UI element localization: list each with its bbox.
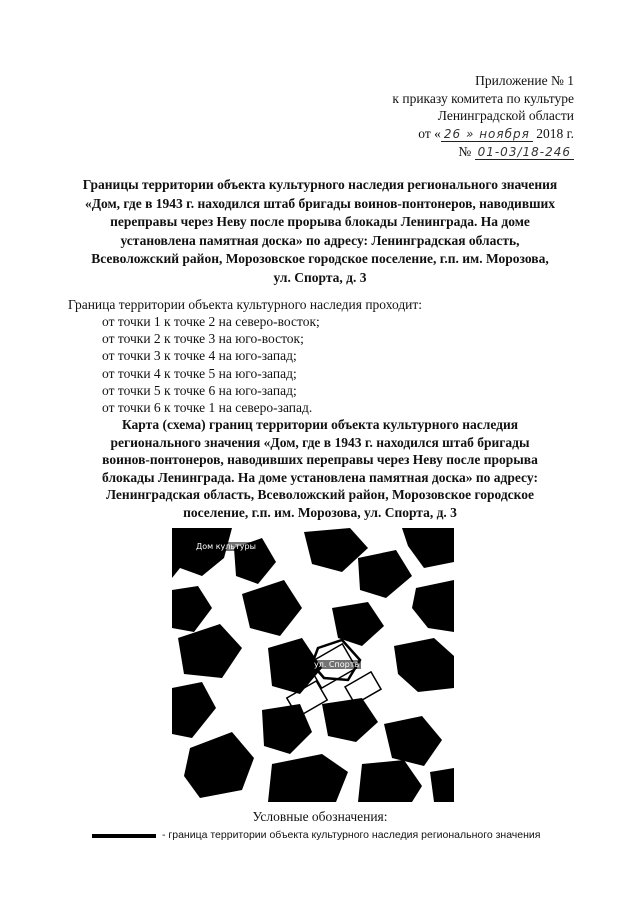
handwritten-date: 26 » ноября <box>441 127 533 142</box>
list-item: от точки 6 к точке 1 на северо-запад. <box>102 400 313 416</box>
legend-item-label: - граница территории объекта культурного наследия регионального значения <box>162 829 541 841</box>
handwritten-number: 01-03/18-246 <box>475 145 574 160</box>
boundary-line-symbol <box>92 834 156 838</box>
appendix-order: к приказу комитета по культуре <box>392 90 574 106</box>
list-item: от точки 2 к точке 3 на юго-восток; <box>102 331 304 347</box>
appendix-date: от « 26 » ноября 2018 г. <box>418 125 574 141</box>
map-image <box>172 528 454 802</box>
legend-title: Условные обозначения: <box>252 809 388 824</box>
map-label: ул. Спорта <box>314 660 360 669</box>
list-item: от точки 5 к точке 6 на юго-запад; <box>102 382 297 398</box>
boundary-points-list <box>102 313 320 416</box>
map-label: Дом культуры <box>196 542 256 551</box>
appendix-number: Приложение № 1 <box>475 73 574 88</box>
appendix-order-number: № 01-03/18-246 <box>392 143 574 162</box>
map-title: Карта (схема) границ территории объекта культурного наследия регионального значения «Дом, где в 1943 г. находился штаб бригады воинов-понтонеров, наводивших переправы через Неву после прорыва блокады Ленинграда. На доме установлена памятная доска» по адресу: Ленинградская область, Всеволожский район, Морозовское городское поселение, г.п. им. Морозова, ул. Спорта, д. 3 <box>102 417 538 520</box>
list-item: от точки 3 к точке 4 на юго-запад; <box>102 348 297 364</box>
boundary-intro: Граница территории объекта культурного наследия проходит: <box>68 297 423 312</box>
appendix-header <box>392 72 574 162</box>
list-item: от точки 4 к точке 5 на юго-запад; <box>102 365 297 381</box>
appendix-region: Ленинградской области <box>437 108 574 123</box>
list-item: от точки 1 к точке 2 на северо-восток; <box>102 314 320 329</box>
document-title: Границы территории объекта культурного наследия регионального значения «Дом, где в 1943 г. находился штаб бригады воинов-понтонеров, наводивших переправы через Неву после прорыва блокады Ленинграда. На доме установлена памятная доска» по адресу: Ленинградская область, Всеволожский район, Морозовское городское поселение, г.п. им. Морозова, ул. Спорта, д. 3 <box>82 177 558 285</box>
